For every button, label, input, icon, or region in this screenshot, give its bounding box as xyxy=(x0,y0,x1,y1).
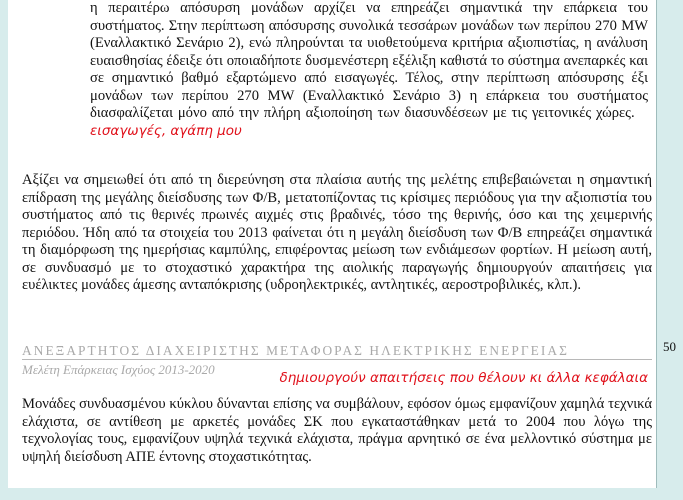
header-divider xyxy=(22,359,652,360)
running-header-organization: ΑΝΕΞΑΡΤΗΤΟΣ ΔΙΑΧΕΙΡΙΣΤΗΣ ΜΕΤΑΦΟΡΑΣ ΗΛΕΚΤΡΙΚΗΣ ΕΝΕΡΓΕΙΑΣ xyxy=(22,343,569,358)
running-header-subtitle: Μελέτη Επάρκειας Ισχύος 2013-2020 xyxy=(22,362,215,377)
document-page xyxy=(8,0,657,488)
page-number: 50 xyxy=(663,339,676,354)
body-paragraph-1-text: Αξίζει να σημειωθεί ότι από τη διερεύνηση στα πλαίσια αυτής της μελέτης επιβεβαιώνεται η σημαντική επίδραση της μεγάλης διείσδυσης των Φ/Β, μετατοπίζοντας τις κρίσιμες περιόδους για την αξιοπιστία του συστήματος από τις θερινές πρωινές αιχμές στις βραδινές, τόσο της θερινής, όσο και της χειμερινής περιόδου. Ήδη από τα στοιχεία του 2013 φαίνεται ότι η μεγάλη διείσδυση των Φ/Β επηρεάζει σημαντικά τη διαμόρφωση της ημερήσιας καμπύλης, επιφέροντας μείωση των ενδιάμεσων φορτίων. Η μείωση αυτή, σε συνδυασμό με το στοχαστικό χαρακτήρα της αιολικής παραγωγής δημιουργούν απαιτήσεις για ευέλικτες μονάδες άμεσης ανταπόκρισης (υδροηλεκτρικές, αντλητικές, αεροστροβιλικές, κλπ.). xyxy=(22,172,652,293)
handwritten-annotation-imports: εισαγωγές, αγάπη μου xyxy=(90,122,242,139)
indented-paragraph-text: η περαιτέρω απόσυρση μονάδων αρχίζει να επηρεάζει σημαντικά την επάρκεια του συστήματος. Στην περίπτωση απόσυρσης συνολικά τεσσάρων μονάδων των περίπου 270 MW (Εναλλακτικό Σενάριο 2), ενώ πληρούνται τα υιοθετούμενα κριτήρια αξιοπιστίας, η ανάλυση ευαισθησίας έδειξε ότι οποιαδήποτε δυσμενέστερη εξέλιξη καθιστά το σύστημα ανεπαρκές και σε σημαντικό βαθμό εξαρτώμενο από εισαγωγές. Τέλος, στην περίπτωση απόσυρσης έξι μονάδων των περίπου 270 MW (Εναλλακτικό Σενάριο 3) η επάρκεια του συστήματος διασφαλίζεται μόνο από την πλήρη αξιοποίηση των διασυνδέσεων με τις γειτονικές χώρες. xyxy=(90,0,648,121)
body-paragraph-1 xyxy=(22,172,652,295)
body-paragraph-2 xyxy=(22,396,652,466)
handwritten-annotation-capital: δημιουργούν απαιτήσεις που θέλουν κι άλλα κεφάλαια xyxy=(279,370,648,386)
indented-paragraph xyxy=(90,0,648,140)
body-paragraph-2-text: Μονάδες συνδυασμένου κύκλου δύνανται επίσης να συμβάλουν, εφόσον όμως εμφανίζουν χαμηλά τεχνικά ελάχιστα, σε αντίθεση με αρκετές μονάδες ΣΚ που εγκαταστάθηκαν μετά το 2004 που λόγω της τεχνολογίας τους, εμφανίζουν υψηλά τεχνικά ελάχιστα, πράγμα αρνητικό σε ένα μελλοντικό σύστημα με υψηλή διείσδυση ΑΠΕ έντονης στοχαστικότητας. xyxy=(22,396,652,465)
